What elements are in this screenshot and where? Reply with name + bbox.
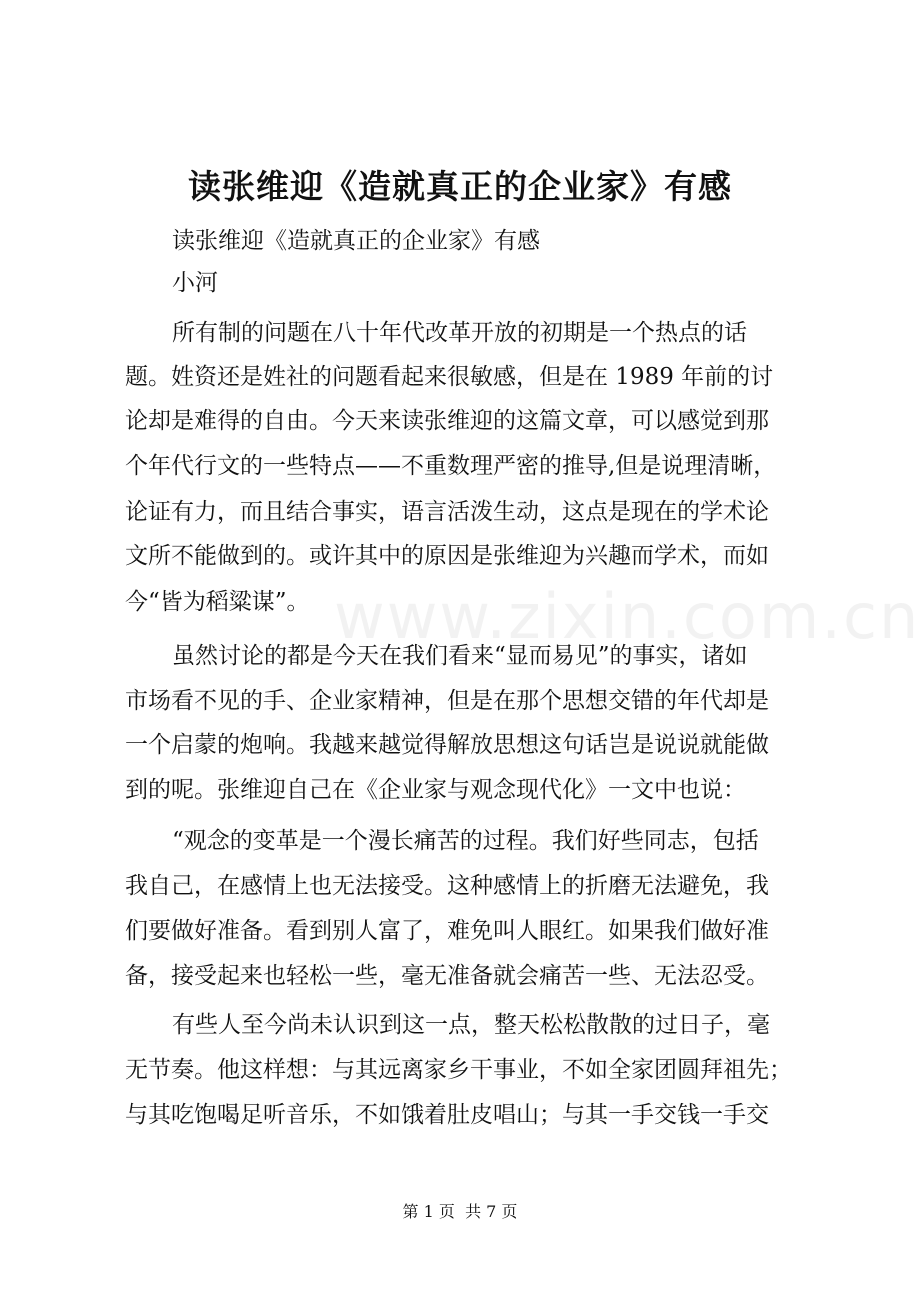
paragraph-line: 所有制的问题在八十年代改革开放的初期是一个热点的话: [172, 320, 747, 346]
paragraph-line: 文所不能做到的。或许其中的原因是张维迎为兴趣而学术，而如: [125, 543, 769, 569]
paragraph-line: 与其吃饱喝足听音乐，不如饿着肚皮唱山；与其一手交钱一手交: [125, 1102, 769, 1128]
paragraph-line: 题。姓资还是姓社的问题看起来很敏感，但是在 1989 年前的讨: [125, 364, 774, 390]
paragraph-line: 虽然讨论的都是今天在我们看来“显而易见”的事实，诸如: [172, 643, 748, 669]
quote-line: 备，接受起来也轻松一些，毫无准备就会痛苦一些、无法忍受。: [125, 963, 769, 989]
paragraph-line: 今“皆为稻粱谋”。: [125, 589, 310, 615]
subtitle-line: 读张维迎《造就真正的企业家》有感: [172, 228, 540, 254]
paragraph-line: 市场看不见的手、企业家精神，但是在那个思想交错的年代却是: [125, 688, 769, 714]
paragraph-line: 论证有力，而且结合事实，语言活泼生动，这点是现在的学术论: [125, 499, 769, 525]
quote-line: 我自己，在感情上也无法接受。这种感情上的折磨无法避免，我: [125, 873, 769, 899]
quote-line: 们要做好准备。看到别人富了，难免叫人眼红。如果我们做好准: [125, 918, 769, 944]
quote-line: “观念的变革是一个漫长痛苦的过程。我们好些同志，包括: [172, 828, 759, 854]
document-title: 读张维迎《造就真正的企业家》有感: [188, 167, 732, 206]
paragraph-line: 个年代行文的一些特点——不重数理严密的推导,但是说理清晰，: [125, 453, 777, 479]
author-line: 小河: [172, 270, 218, 296]
paragraph-line: 无节奏。他这样想：与其远离家乡干事业，不如全家团圆拜祖先；: [125, 1057, 792, 1083]
paragraph-line: 到的呢。张维迎自己在《企业家与观念现代化》一文中也说：: [125, 777, 746, 803]
watermark: www.zixin.com.cn: [334, 580, 920, 653]
paragraph-line: 有些人至今尚未认识到这一点，整天松松散散的过日子，毫: [172, 1012, 770, 1038]
paragraph-line: 一个启蒙的炮响。我越来越觉得解放思想这句话岂是说说就能做: [125, 732, 769, 758]
page-indicator: 第 1 页 共 7 页: [402, 1202, 518, 1221]
paragraph-line: 论却是难得的自由。今天来读张维迎的这篇文章，可以感觉到那: [125, 408, 769, 434]
